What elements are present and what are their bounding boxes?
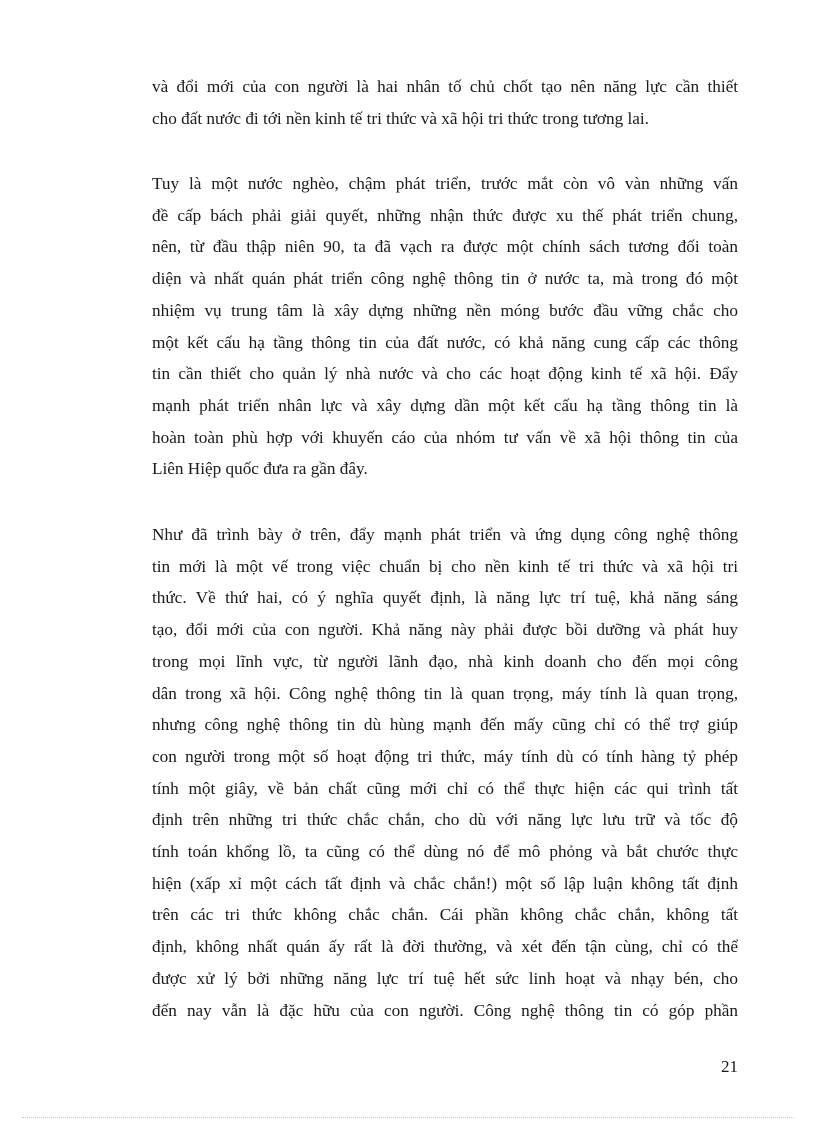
paragraph-2 xyxy=(152,168,738,485)
paragraph-3 xyxy=(152,519,738,1026)
text-line: Tuy là một nước nghèo, chậm phát triển, trước mắt còn vô vàn những vấn xyxy=(152,174,738,193)
text-line: Liên Hiệp quốc đưa ra gần đây. xyxy=(152,459,368,479)
page-bottom-divider xyxy=(22,1117,794,1118)
text-line: định trên những tri thức chắc chắn, cho dù với năng lực lưu trữ và tốc độ xyxy=(152,810,738,830)
text-line: tạo, đổi mới của con người. Khả năng này phải được bồi dưỡng và phát huy xyxy=(152,620,738,640)
text-line: định, không nhất quán ấy rất là đời thường, và xét đến tận cùng, chỉ có thể xyxy=(152,937,738,957)
text-line: nhưng công nghệ thông tin dù hùng mạnh đến mấy cũng chỉ có thể trợ giúp xyxy=(152,715,738,735)
text-line: tính toán khổng lồ, ta cũng có thể dùng nó để mô phỏng và bắt chước thực xyxy=(152,842,738,862)
paragraph-1 xyxy=(152,71,738,134)
text-line: thức. Về thứ hai, có ý nghĩa quyết định, là năng lực trí tuệ, khả năng sáng xyxy=(152,588,738,608)
text-line: tin cần thiết cho quản lý nhà nước và cho các hoạt động kinh tế xã hội. Đẩy xyxy=(152,364,738,384)
text-line: đề cấp bách phải giải quyết, những nhận thức được xu thế phát triển chung, xyxy=(152,205,738,225)
text-line: trong mọi lĩnh vực, từ người lãnh đạo, nhà kinh doanh cho đến mọi công xyxy=(152,651,738,671)
text-line: hoàn toàn phù hợp với khuyến cáo của nhóm tư vấn về xã hội thông tin của xyxy=(152,427,738,447)
text-line: được xử lý bởi những năng lực trí tuệ hết sức linh hoạt và nhạy bén, cho xyxy=(152,968,738,988)
text-line: một kết cấu hạ tầng thông tin của đất nước, có khả năng cung cấp các thông xyxy=(152,332,738,352)
page-number: 21 xyxy=(721,1057,738,1076)
text-line: và đổi mới của con người là hai nhân tố chủ chốt tạo nên năng lực cần thiết xyxy=(152,77,738,96)
text-line: trên các tri thức không chắc chắn. Cái phần không chắc chắn, không tất xyxy=(152,905,738,925)
text-line: nhiệm vụ trung tâm là xây dựng những nền móng bước đầu vững chắc cho xyxy=(152,300,738,320)
text-line: nên, từ đầu thập niên 90, ta đã vạch ra được một chính sách tương đối toàn xyxy=(152,237,738,257)
text-line: dân trong xã hội. Công nghệ thông tin là quan trọng, máy tính là quan trọng, xyxy=(152,683,738,703)
text-line: đến nay vẫn là đặc hữu của con người. Công nghệ thông tin có góp phần xyxy=(152,1000,738,1020)
text-line: tính một giây, về bản chất cũng mới chỉ có thể thực hiện các qui trình tất xyxy=(152,778,738,798)
text-line: diện và nhất quán phát triển công nghệ thông tin ở nước ta, mà trong đó một xyxy=(152,269,738,289)
text-line: hiện (xấp xỉ một cách tất định và chắc chắn!) một số lập luận không tất định xyxy=(152,873,738,893)
text-line: mạnh phát triển nhân lực và xây dựng dần một kết cấu hạ tầng thông tin là xyxy=(152,395,738,415)
text-line: tin mới là một vế trong việc chuẩn bị cho nền kinh tế tri thức và xã hội tri xyxy=(152,556,738,576)
text-line: Như đã trình bày ở trên, đẩy mạnh phát triển và ứng dụng công nghệ thông xyxy=(152,525,738,544)
text-line: cho đất nước đi tới nền kinh tế tri thức và xã hội tri thức trong tương lai. xyxy=(152,108,649,128)
text-line: con người trong một số hoạt động tri thức, máy tính dù có tính hàng tỷ phép xyxy=(152,746,738,766)
